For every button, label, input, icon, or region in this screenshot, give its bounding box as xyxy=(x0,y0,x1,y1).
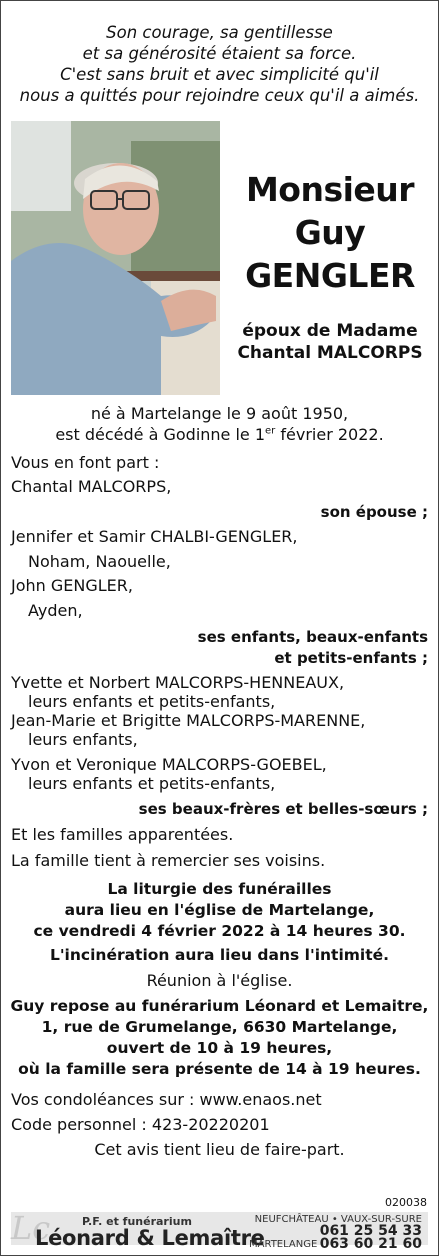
phone-1: 061 25 54 33 xyxy=(319,1223,422,1239)
spouse-line: Chantal MALCORPS xyxy=(237,343,423,363)
ceremony-line: ce vendredi 4 février 2022 à 14 heures 30. xyxy=(33,922,406,940)
quote-line: Son courage, sa gentillesse xyxy=(106,23,333,42)
location-1: NEUFCHÂTEAU • VAUX-SUR-SURE xyxy=(254,1214,422,1225)
spouse-line: époux de Madame xyxy=(242,321,418,341)
inlaw-entry: Yvette et Norbert MALCORPS-HENNEAUX, xyxy=(11,673,345,692)
inlaw-entry: Jean-Marie et Brigitte MALCORPS-MARENNE, xyxy=(11,711,366,730)
death-pre: est décédé à Godinne le 1 xyxy=(55,425,266,444)
child-entry: John GENGLER, xyxy=(11,576,133,595)
inlaw-kids: leurs enfants et petits-enfants, xyxy=(28,692,276,711)
children-role: ses enfants, beaux-enfants xyxy=(197,628,428,646)
location-2: MARTELANGE xyxy=(249,1239,318,1250)
birth-line: né à Martelange le 9 août 1950, xyxy=(90,404,349,423)
deceased-name xyxy=(232,168,428,297)
cremation-line: L'incinération aura lieu dans l'intimité. xyxy=(49,946,390,964)
portrait-photo xyxy=(11,121,220,395)
phone-2: 063 60 21 60 xyxy=(319,1236,422,1252)
logo-icon: Lc xyxy=(11,1209,51,1247)
grandchildren: Ayden, xyxy=(28,601,83,620)
first-name: Guy xyxy=(294,213,366,252)
reunion-line: Réunion à l'église. xyxy=(146,971,293,990)
thanks-line: La famille tient à remercier ses voisins. xyxy=(11,851,326,870)
death-line xyxy=(0,425,439,444)
related-families: Et les familles apparentées. xyxy=(11,825,234,844)
funeral-home-banner xyxy=(11,1209,428,1252)
spouse-name: Chantal MALCORPS, xyxy=(11,477,172,496)
memorial-quote xyxy=(0,22,439,106)
quote-line: et sa générosité étaient sa force. xyxy=(82,44,357,63)
inlaws-role: ses beaux-frères et belles-sœurs ; xyxy=(138,800,428,818)
death-sup: er xyxy=(265,425,276,437)
visitation-line: Guy repose au funérarium Léonard et Lemaitre, xyxy=(10,997,429,1015)
code-line: Code personnel : 423-20220201 xyxy=(11,1115,270,1134)
grandchildren: Noham, Naouelle, xyxy=(28,552,171,571)
ceremony-line: La liturgie des funérailles xyxy=(107,880,332,898)
visitation-line: où la famille sera présente de 14 à 19 heures. xyxy=(18,1060,421,1078)
funeral-home-subtitle: P.F. et funérarium xyxy=(82,1215,192,1228)
quote-line: C'est sans bruit et avec simplicité qu'il xyxy=(60,65,379,84)
visitation-line: 1, rue de Grumelange, 6630 Martelange, xyxy=(41,1018,398,1036)
inlaw-kids: leurs enfants et petits-enfants, xyxy=(28,774,276,793)
death-post: février 2022. xyxy=(275,425,384,444)
spouse-info xyxy=(232,320,428,364)
inlaw-kids: leurs enfants, xyxy=(28,730,138,749)
reference-number: 020038 xyxy=(385,1196,427,1209)
inlaw-entry: Yvon et Veronique MALCORPS-GOEBEL, xyxy=(11,755,327,774)
notice-line: Cet avis tient lieu de faire-part. xyxy=(94,1140,345,1159)
ceremony-line: aura lieu en l'église de Martelange, xyxy=(64,901,375,919)
title: Monsieur xyxy=(245,170,415,209)
last-name: GENGLER xyxy=(245,256,415,295)
visitation-line: ouvert de 10 à 19 heures, xyxy=(106,1039,333,1057)
child-entry: Jennifer et Samir CHALBI-GENGLER, xyxy=(11,527,298,546)
announce: Vous en font part : xyxy=(11,453,160,472)
children-role: et petits-enfants ; xyxy=(274,649,428,667)
spouse-role: son épouse ; xyxy=(320,503,428,521)
condolences-line: Vos condoléances sur : www.enaos.net xyxy=(11,1090,322,1109)
funeral-home-name: Léonard & Lemaître xyxy=(35,1226,265,1250)
quote-line: nous a quittés pour rejoindre ceux qu'il a aimés. xyxy=(19,86,420,105)
